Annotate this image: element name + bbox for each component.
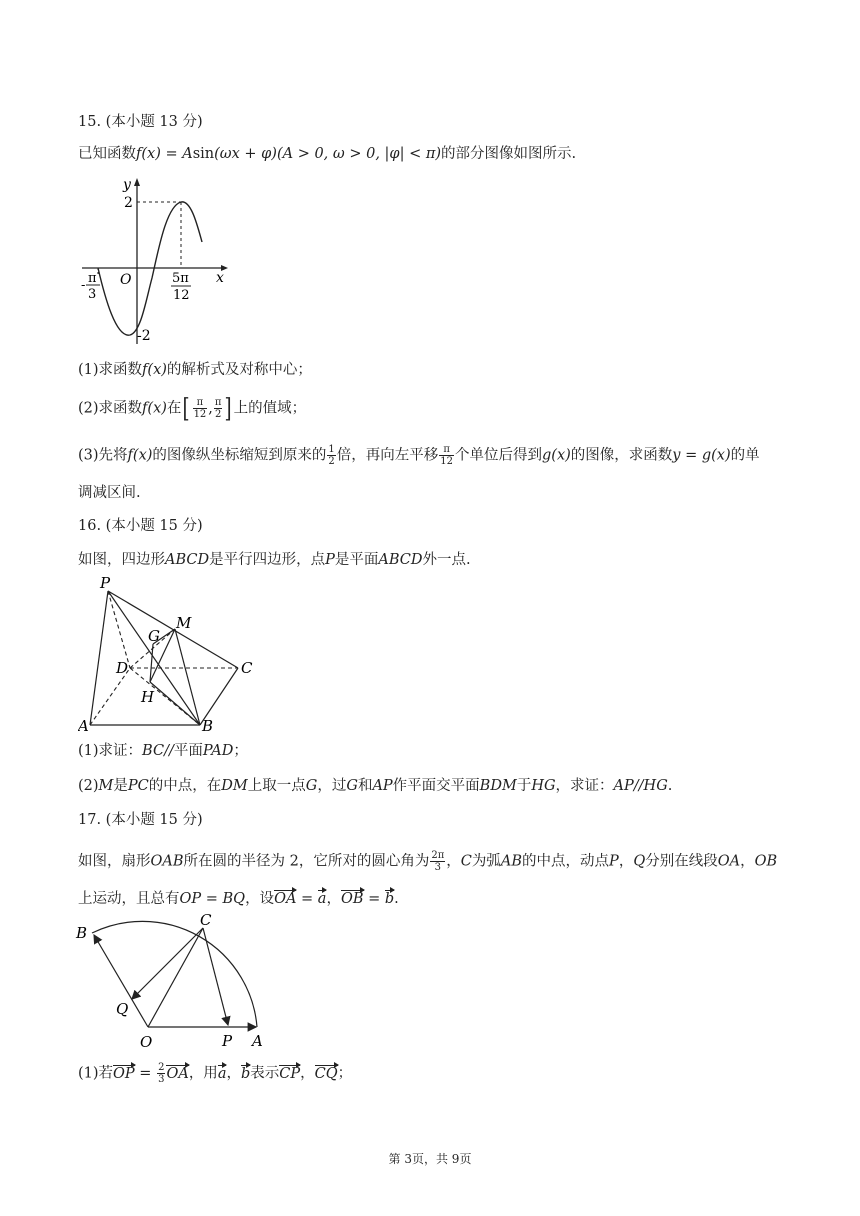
q16-stem: 如图，四边形ABCD是平行四边形，点P是平面ABCD外一点. <box>78 552 471 568</box>
x-axis-label: x <box>216 270 224 286</box>
point-C: C <box>200 913 212 929</box>
vertex-H: H <box>141 688 155 706</box>
vertex-G: G <box>148 627 160 645</box>
y-axis-label: y <box>123 177 131 193</box>
q15-part1: (1)求函数f(x)的解析式及对称中心； <box>78 362 312 378</box>
q16-pyramid-figure <box>78 575 263 735</box>
q16-part2: (2)M是PC的中点，在DM上取一点G，过G和AP作平面交平面BDM于HG，求证：AP//HG. <box>78 778 673 794</box>
q17-stem-line1: 如图，扇形OAB所在圆的半径为 2，它所对的圆心角为 $\frac{2\pi}{3}$ ，C为弧AB的中点，动点P，Q分别在线段OA，OB <box>78 850 778 873</box>
vertex-D: D <box>116 659 129 677</box>
point-B: B <box>76 924 88 942</box>
point-Q: Q <box>116 1000 129 1018</box>
vertex-B: B <box>202 717 214 735</box>
y-max-label: 2 <box>124 195 133 211</box>
point-O: O <box>140 1033 153 1051</box>
q15-header: 15. (本小题 13 分) <box>78 114 203 130</box>
vertex-C: C <box>241 659 253 677</box>
q16-header: 16. (本小题 15 分) <box>78 518 203 534</box>
vertex-P: P <box>100 575 111 592</box>
vertex-M: M <box>176 614 192 632</box>
q17-part1: (1)若OP = $\frac{2}{3}$ OA，用a，b表示CP，CQ； <box>78 1062 353 1085</box>
vertex-A: A <box>78 717 89 735</box>
q15-part3: (3)先将f(x)的图像纵坐标缩短到原来的 $\frac{1}{2}$ 倍，再向左平移 $\frac{\pi}{12}$ 个单位后得到g(x)的图像，求函数y = g(x)的单 <box>78 444 760 467</box>
origin-label: O <box>120 272 132 288</box>
point-P: P <box>222 1032 233 1050</box>
x-left-den: 3 <box>88 287 97 302</box>
y-min-label: -2 <box>137 328 151 344</box>
q17-header: 17. (本小题 15 分) <box>78 812 203 828</box>
q15-part3-tail: 调减区间. <box>78 485 141 501</box>
q17-sector-figure <box>72 913 272 1053</box>
q17-stem-line2: 上运动，且总有OP = BQ，设OA = a，OB = b. <box>78 891 399 907</box>
q15-stem: 已知函数f(x) = Asin(ωx + φ)(A > 0, ω > 0, |φ| < π)的部分图像如图所示. <box>78 146 577 162</box>
x-right-num: 5π <box>172 271 189 286</box>
point-A: A <box>252 1032 263 1050</box>
x-right-den: 12 <box>173 288 190 303</box>
x-left-num: π <box>88 271 97 286</box>
q15-sine-graph <box>78 172 238 348</box>
page-footer: 第 3页，共 9页 <box>388 1152 472 1166</box>
x-left-sign: - <box>81 278 86 293</box>
q16-part1: (1)求证：BC//平面PAD； <box>78 743 248 759</box>
q15-part2: (2)求函数f(x)在[ $\frac{\pi}{12}$ , $\frac{\pi}{2}$ ] 上的值域； <box>78 393 307 424</box>
